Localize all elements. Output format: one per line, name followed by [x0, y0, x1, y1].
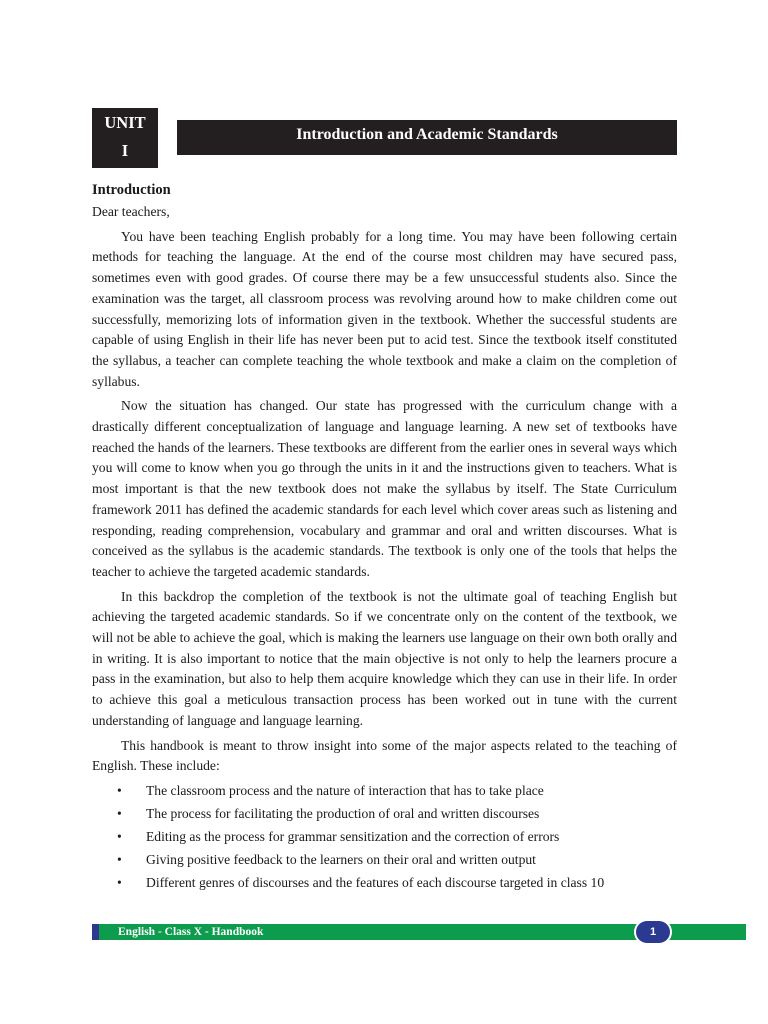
chapter-title-bar [177, 120, 677, 155]
bullet-list [92, 779, 677, 894]
paragraph-2: Now the situation has changed. Our state has progressed with the curriculum change with a drastically different conceptualization of language and language learning. A new set of textbooks have reached the hands of the learners. These textbooks are different from the earlier ones in several ways which you will come to know when you go through the units in it and the instructions given to teachers. What is most important is that the new textbook does not make the syllabus by itself. The State Curriculum framework 2011 has defined the academic standards for each level which cover areas such as listening and responding, reading comprehension, vocabulary and grammar and oral and written discourses. What is conceived as the syllabus is the academic standards. The textbook is only one of the tools that helps the teacher to achieve the targeted academic standards. [92, 398, 677, 579]
unit-number: I [121, 141, 129, 160]
paragraph-4: This handbook is meant to throw insight into some of the major aspects related to the teaching of English. These include: [92, 737, 677, 774]
list-item [92, 779, 677, 802]
bullet-icon: • [117, 851, 122, 867]
list-item [92, 825, 677, 848]
list-item [92, 802, 677, 825]
unit-label-box [92, 108, 158, 168]
bullet-icon: • [117, 828, 122, 844]
paragraph-1: You have been teaching English probably for a long time. You may have been following certain methods for teaching the language. At the end of the course most children may have secured pass, sometimes even with good grades. Of course there may be a few unsuccessful students also. Since the examination was the target, all classroom process was revolving around how to make children come out successfully, memorizing lots of information given in the textbook. Whether the successful students are capable of using English in their life has never been put to acid test. Since the textbook itself constituted the syllabus, a teacher can complete teaching the whole textbook and make a claim on the completion of syllabus. [92, 228, 677, 389]
bullet-icon: • [117, 805, 122, 821]
footer-accent [92, 924, 99, 940]
list-item-text: The process for facilitating the production of oral and written discourses [146, 805, 540, 821]
list-item-text: The classroom process and the nature of interaction that has to take place [146, 782, 544, 798]
paragraph-3: In this backdrop the completion of the textbook is not the ultimate goal of teaching English but achieving the targeted academic standards. So if we concentrate only on the content of the textbook, we will not be able to achieve the goal, which is making the learners use language on their own both orally and in writing. It is also important to notice that the main objective is not only to help the learners procure a pass in the examination, but also to help them acquire knowledge which they can use in their life. In order to achieve this goal a meticulous transaction process has been worked out in tune with the current understanding of language and language learning. [92, 588, 677, 728]
page-number-badge: 1 [636, 921, 670, 943]
list-item-text: Editing as the process for grammar sensitization and the correction of errors [146, 828, 560, 844]
list-item-text: Giving positive feedback to the learners on their oral and written output [146, 851, 536, 867]
list-item [92, 871, 677, 894]
bullet-icon: • [117, 874, 122, 890]
bullet-icon: • [117, 782, 122, 798]
footer-label: English - Class X - Handbook [118, 926, 264, 938]
greeting: Dear teachers, [92, 204, 170, 219]
list-item-text: Different genres of discourses and the features of each discourse targeted in class 10 [146, 874, 605, 890]
chapter-title: Introduction and Academic Standards [296, 126, 558, 143]
page-content [92, 179, 677, 894]
list-item [92, 848, 677, 871]
unit-word: UNIT [104, 113, 146, 132]
section-heading: Introduction [92, 182, 171, 198]
